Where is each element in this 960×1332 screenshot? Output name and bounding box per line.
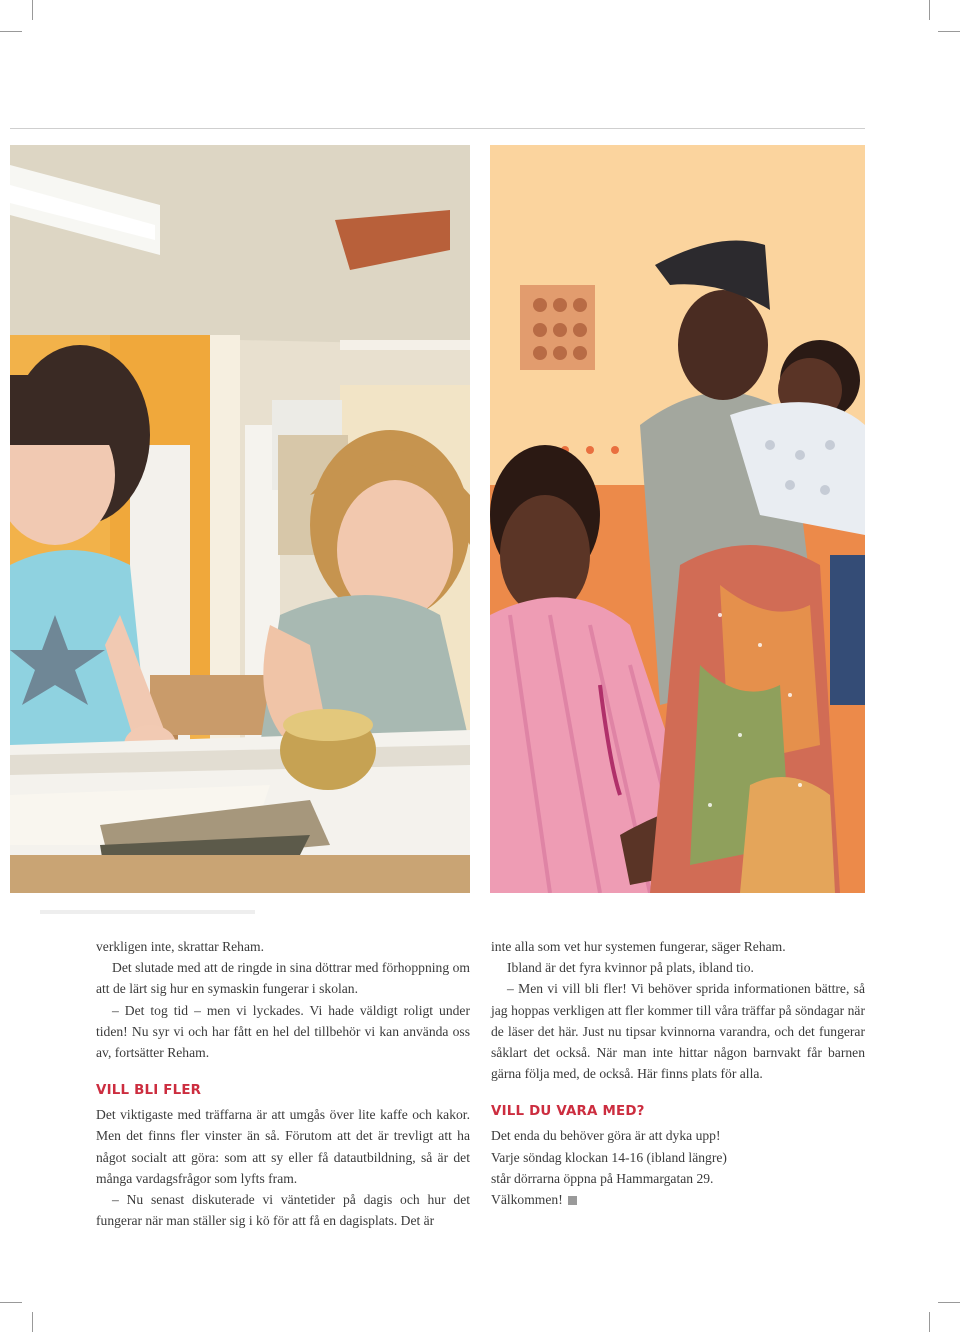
section-heading: VILL BLI FLER <box>96 1083 202 1099</box>
article-paragraph: – Nu senast diskuterade vi väntetider på dagis och hur det fungerar när man ställer sig i kö för att få en dagisplats. Det är <box>96 1192 470 1229</box>
article-paragraph: Det slutade med att de ringde in sina döttrar med förhoppning om att de lärt sig hur en symaskin fungerar i skolan. <box>96 960 470 997</box>
crop-mark <box>0 31 22 32</box>
article-column-right <box>491 936 865 1210</box>
article-paragraph: – Det tog tid – men vi lyckades. Vi hade väldigt roligt under tiden! Nu syr vi och har fått en hel del tillbehör vi kan använda oss av, fortsätter Reham. <box>96 1002 470 1061</box>
article-paragraph: inte alla som vet hur systemen fungerar, säger Reham. <box>491 939 786 954</box>
crop-mark <box>32 0 33 20</box>
photo-women-fabric <box>490 145 865 893</box>
info-line: står dörrarna öppna på Hammargatan 29. <box>491 1170 714 1186</box>
closing-line <box>491 1189 865 1210</box>
article-paragraph: Det viktigaste med träffarna är att umgås över lite kaffe och kakor. Men det finns fler vinster än så. Förutom att det är trevligt att ha något socialt att göra: som att sy eller få datautbildning, så är det många vardagsfrågor som lyfts fram. <box>96 1107 470 1186</box>
crop-mark <box>929 1312 930 1332</box>
article-paragraph: Ibland är det fyra kvinnor på plats, ibland tio. <box>507 960 754 976</box>
photo-children-drawing-icon <box>10 145 470 893</box>
crop-mark <box>938 31 960 32</box>
end-of-article-icon <box>568 1196 577 1205</box>
crop-mark <box>929 0 930 20</box>
photo-women-fabric-icon <box>490 145 865 893</box>
article-column-left <box>96 936 470 1231</box>
photo-children-drawing <box>10 145 470 893</box>
closing-text: Välkommen! <box>491 1192 563 1208</box>
photo-caption-strip <box>40 910 255 914</box>
info-line: Varje söndag klockan 14-16 (ibland längre) <box>491 1149 727 1165</box>
info-line: Det enda du behöver göra är att dyka upp! <box>491 1128 721 1144</box>
crop-mark <box>32 1312 33 1332</box>
article-paragraph: – Men vi vill bli fler! Vi behöver sprida informationen bättre, så jag hoppas verkligen att fler kommer till våra träffar på söndagar när de läser det här. Just nu tipsar kvinnorna varandra, och det fungerar såklart det också. När man inte hittar någon barnvakt får barnen gärna följa med, de också. Här finns plats för alla. <box>491 981 865 1082</box>
section-heading: VILL DU VARA MED? <box>491 1104 645 1120</box>
crop-mark <box>0 1302 22 1303</box>
crop-mark <box>938 1302 960 1303</box>
header-rule <box>10 128 865 129</box>
article-paragraph: verkligen inte, skrattar Reham. <box>96 939 264 954</box>
